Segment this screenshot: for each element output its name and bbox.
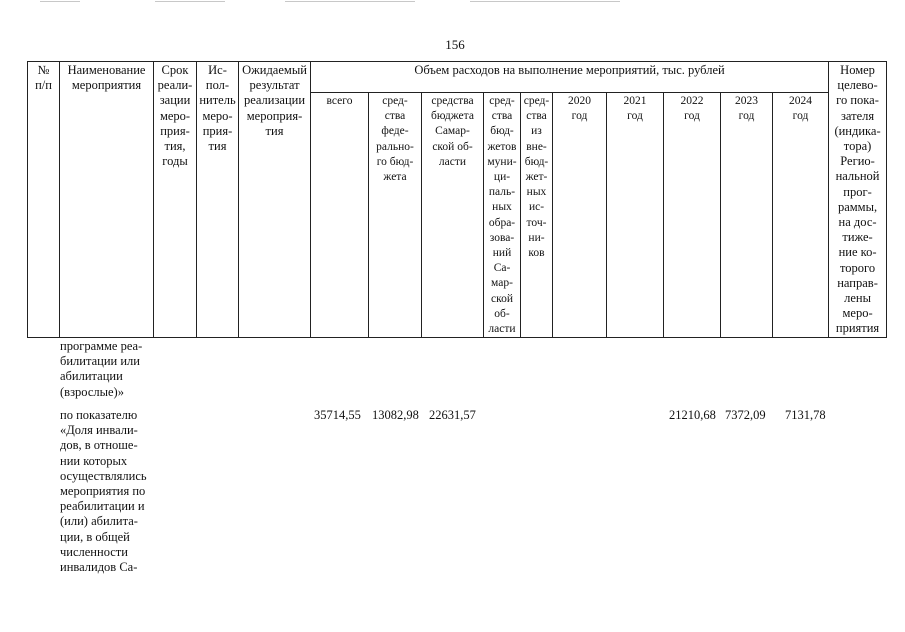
header-total: всего (311, 93, 369, 338)
header-municipal-budget: сред- ства бюд- жетов муни- ци- паль- ных обра- зова- ний Са- мар- ской об- ласти (484, 93, 521, 338)
header-year-2024: 2024 год (773, 93, 829, 338)
indicator-description: по показателю «Доля инвали- дов, в отноше- нии которых осуществлялись мероприятия по реабилитации и (или) абилита- ции, в общей численности инвалидов Са- (60, 408, 147, 575)
value-regional-budget: 22631,57 (429, 408, 476, 422)
header-executor: Ис- пол- нитель меро- прия- тия (197, 62, 239, 338)
header-expenses-title: Объем расходов на выполнение мероприятий, тыс. рублей (311, 62, 829, 93)
scan-artifact (40, 1, 80, 2)
value-federal-budget: 13082,98 (372, 408, 419, 422)
header-year-2021: 2021 год (607, 93, 664, 338)
scan-artifact (470, 1, 620, 2)
value-year-2023: 7372,09 (725, 408, 766, 422)
header-year-2023: 2023 год (721, 93, 773, 338)
header-year-2022: 2022 год (664, 93, 721, 338)
header-implementation-term: Срок реали- зации меро- прия- тия, годы (154, 62, 197, 338)
header-regional-budget: средства бюджета Самар- ской об- ласти (422, 93, 484, 338)
activity-text-continuation: программе реа- билитации или абилитации (взрослые)» (60, 339, 143, 399)
header-number: № п/п (28, 62, 60, 338)
header-indicator-number: Номер целево- го пока- зателя (индика- тора) Регио- нальной прог- раммы, на дос- тиже- ние ко- торого направ- лены меро- приятия (829, 62, 887, 338)
expenses-header-table (27, 61, 887, 338)
value-total: 35714,55 (314, 408, 361, 422)
page-number: 156 (445, 37, 465, 52)
header-activity-name: Наименование мероприятия (60, 62, 154, 338)
header-extrabudgetary: сред- ства из вне- бюд- жет- ных ис- точ- ни- ков (521, 93, 553, 338)
header-expected-result: Ожидаемый результат реализации мероприя- тия (239, 62, 311, 338)
value-year-2024: 7131,78 (785, 408, 826, 422)
scan-artifact (285, 1, 415, 2)
header-year-2020: 2020 год (553, 93, 607, 338)
value-year-2022: 21210,68 (669, 408, 716, 422)
header-federal-budget: сред- ства феде- рально- го бюд- жета (369, 93, 422, 338)
scan-artifact (155, 1, 225, 2)
